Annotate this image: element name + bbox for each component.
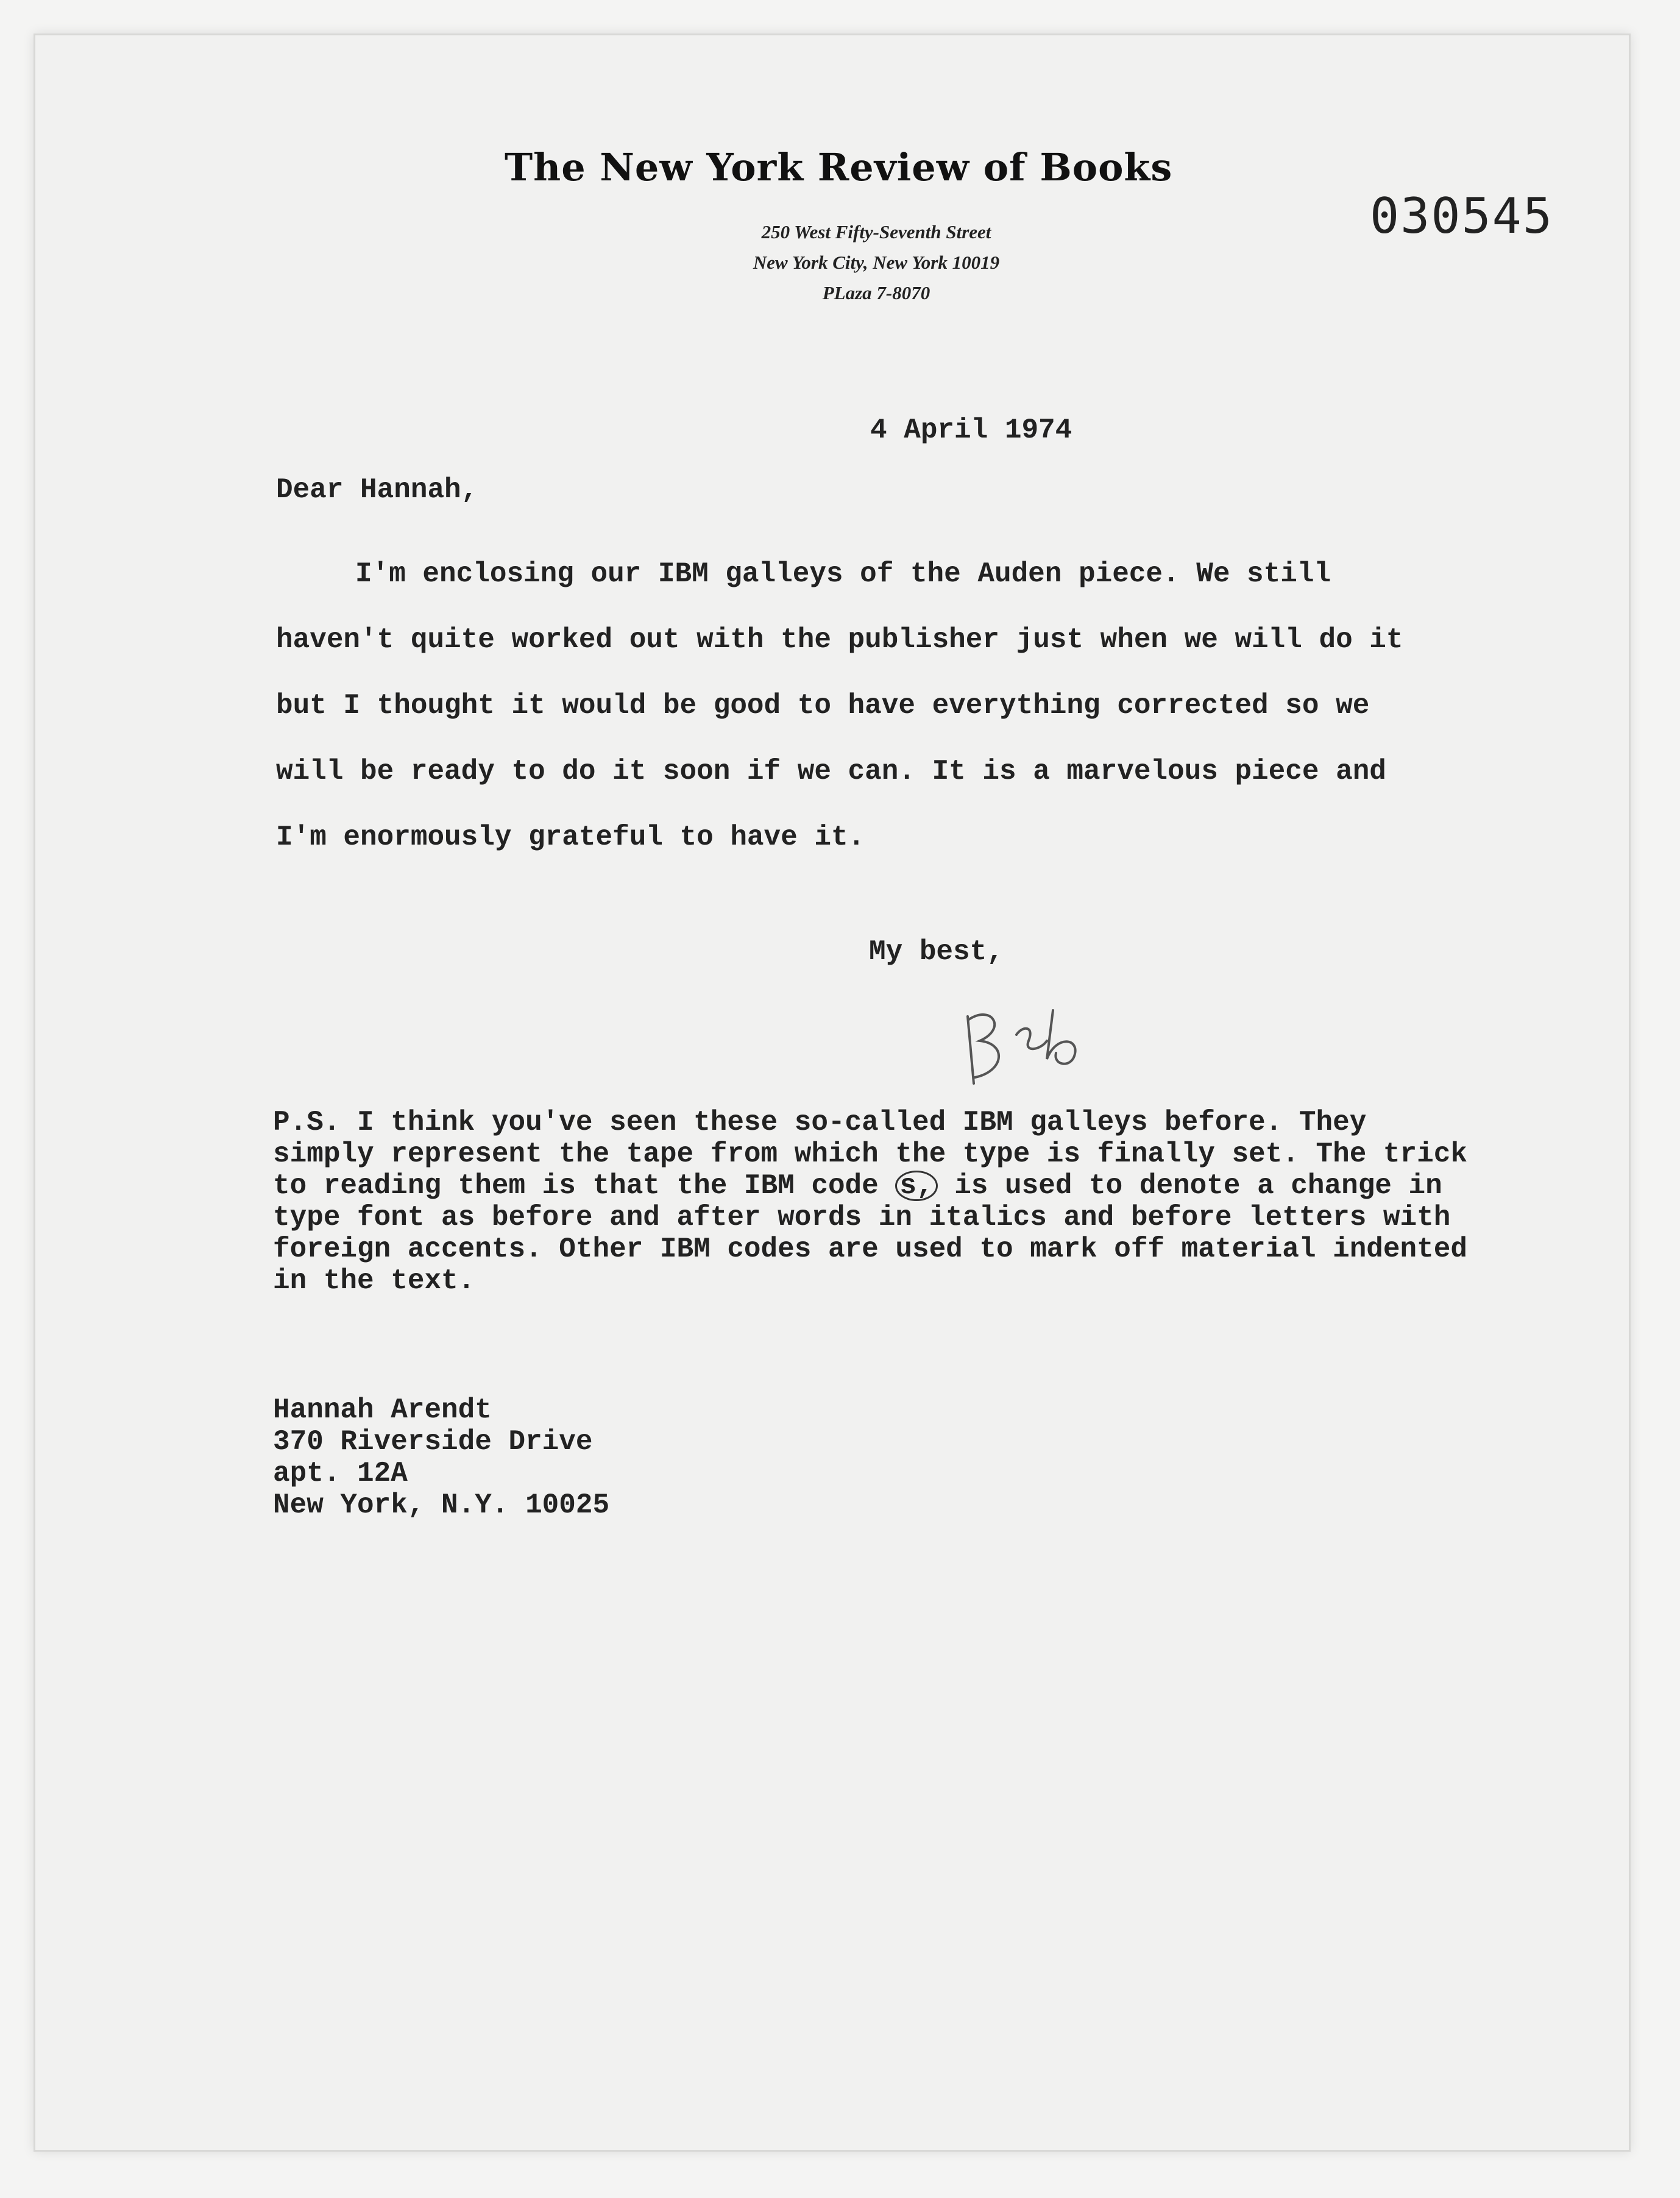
recipient-address-block <box>273 1394 609 1521</box>
recipient-city: New York, N.Y. 10025 <box>273 1489 610 1521</box>
letterhead-title: The New York Review of Books <box>505 145 1173 190</box>
postscript-text-start: P.S. I think you've seen these so-called IBM galleys before. They simply represent the tape from which the type is finally set. The trick to reading them is that the IBM code <box>273 1107 1467 1202</box>
letterhead-address <box>706 217 1047 308</box>
recipient-street: 370 Riverside Drive <box>273 1426 593 1458</box>
closing: My best, <box>869 936 1004 968</box>
address-line-street: 250 West Fifty-Seventh Street <box>761 221 991 243</box>
postscript-text-end: is used to denote a change in type font as before and after words in italics and before letters with foreign accents. Other IBM codes are used to mark off material indented in the text. <box>273 1170 1467 1297</box>
postscript <box>273 1107 1467 1297</box>
circled-ibm-code: s, <box>895 1171 937 1201</box>
handwritten-signature <box>949 992 1096 1090</box>
address-line-phone: PLaza 7-8070 <box>822 282 930 303</box>
letter-date: 4 April 1974 <box>870 414 1072 446</box>
document-number: 030545 <box>1370 188 1553 244</box>
salutation: Dear Hannah, <box>276 474 478 506</box>
recipient-name: Hannah Arendt <box>273 1394 492 1426</box>
address-line-city: New York City, New York 10019 <box>753 252 1000 273</box>
recipient-apartment: apt. 12A <box>273 1458 408 1489</box>
letter-body: I'm enclosing our IBM galleys of the Auden piece. We still haven't quite worked out with the publisher just when we will do it but I thought it would be good to have everything corrected so we will be ready to do it soon if we can. It is a marvelous piece and I'm enormously grateful to have it. <box>276 558 1403 853</box>
letter-page <box>34 34 1631 2152</box>
